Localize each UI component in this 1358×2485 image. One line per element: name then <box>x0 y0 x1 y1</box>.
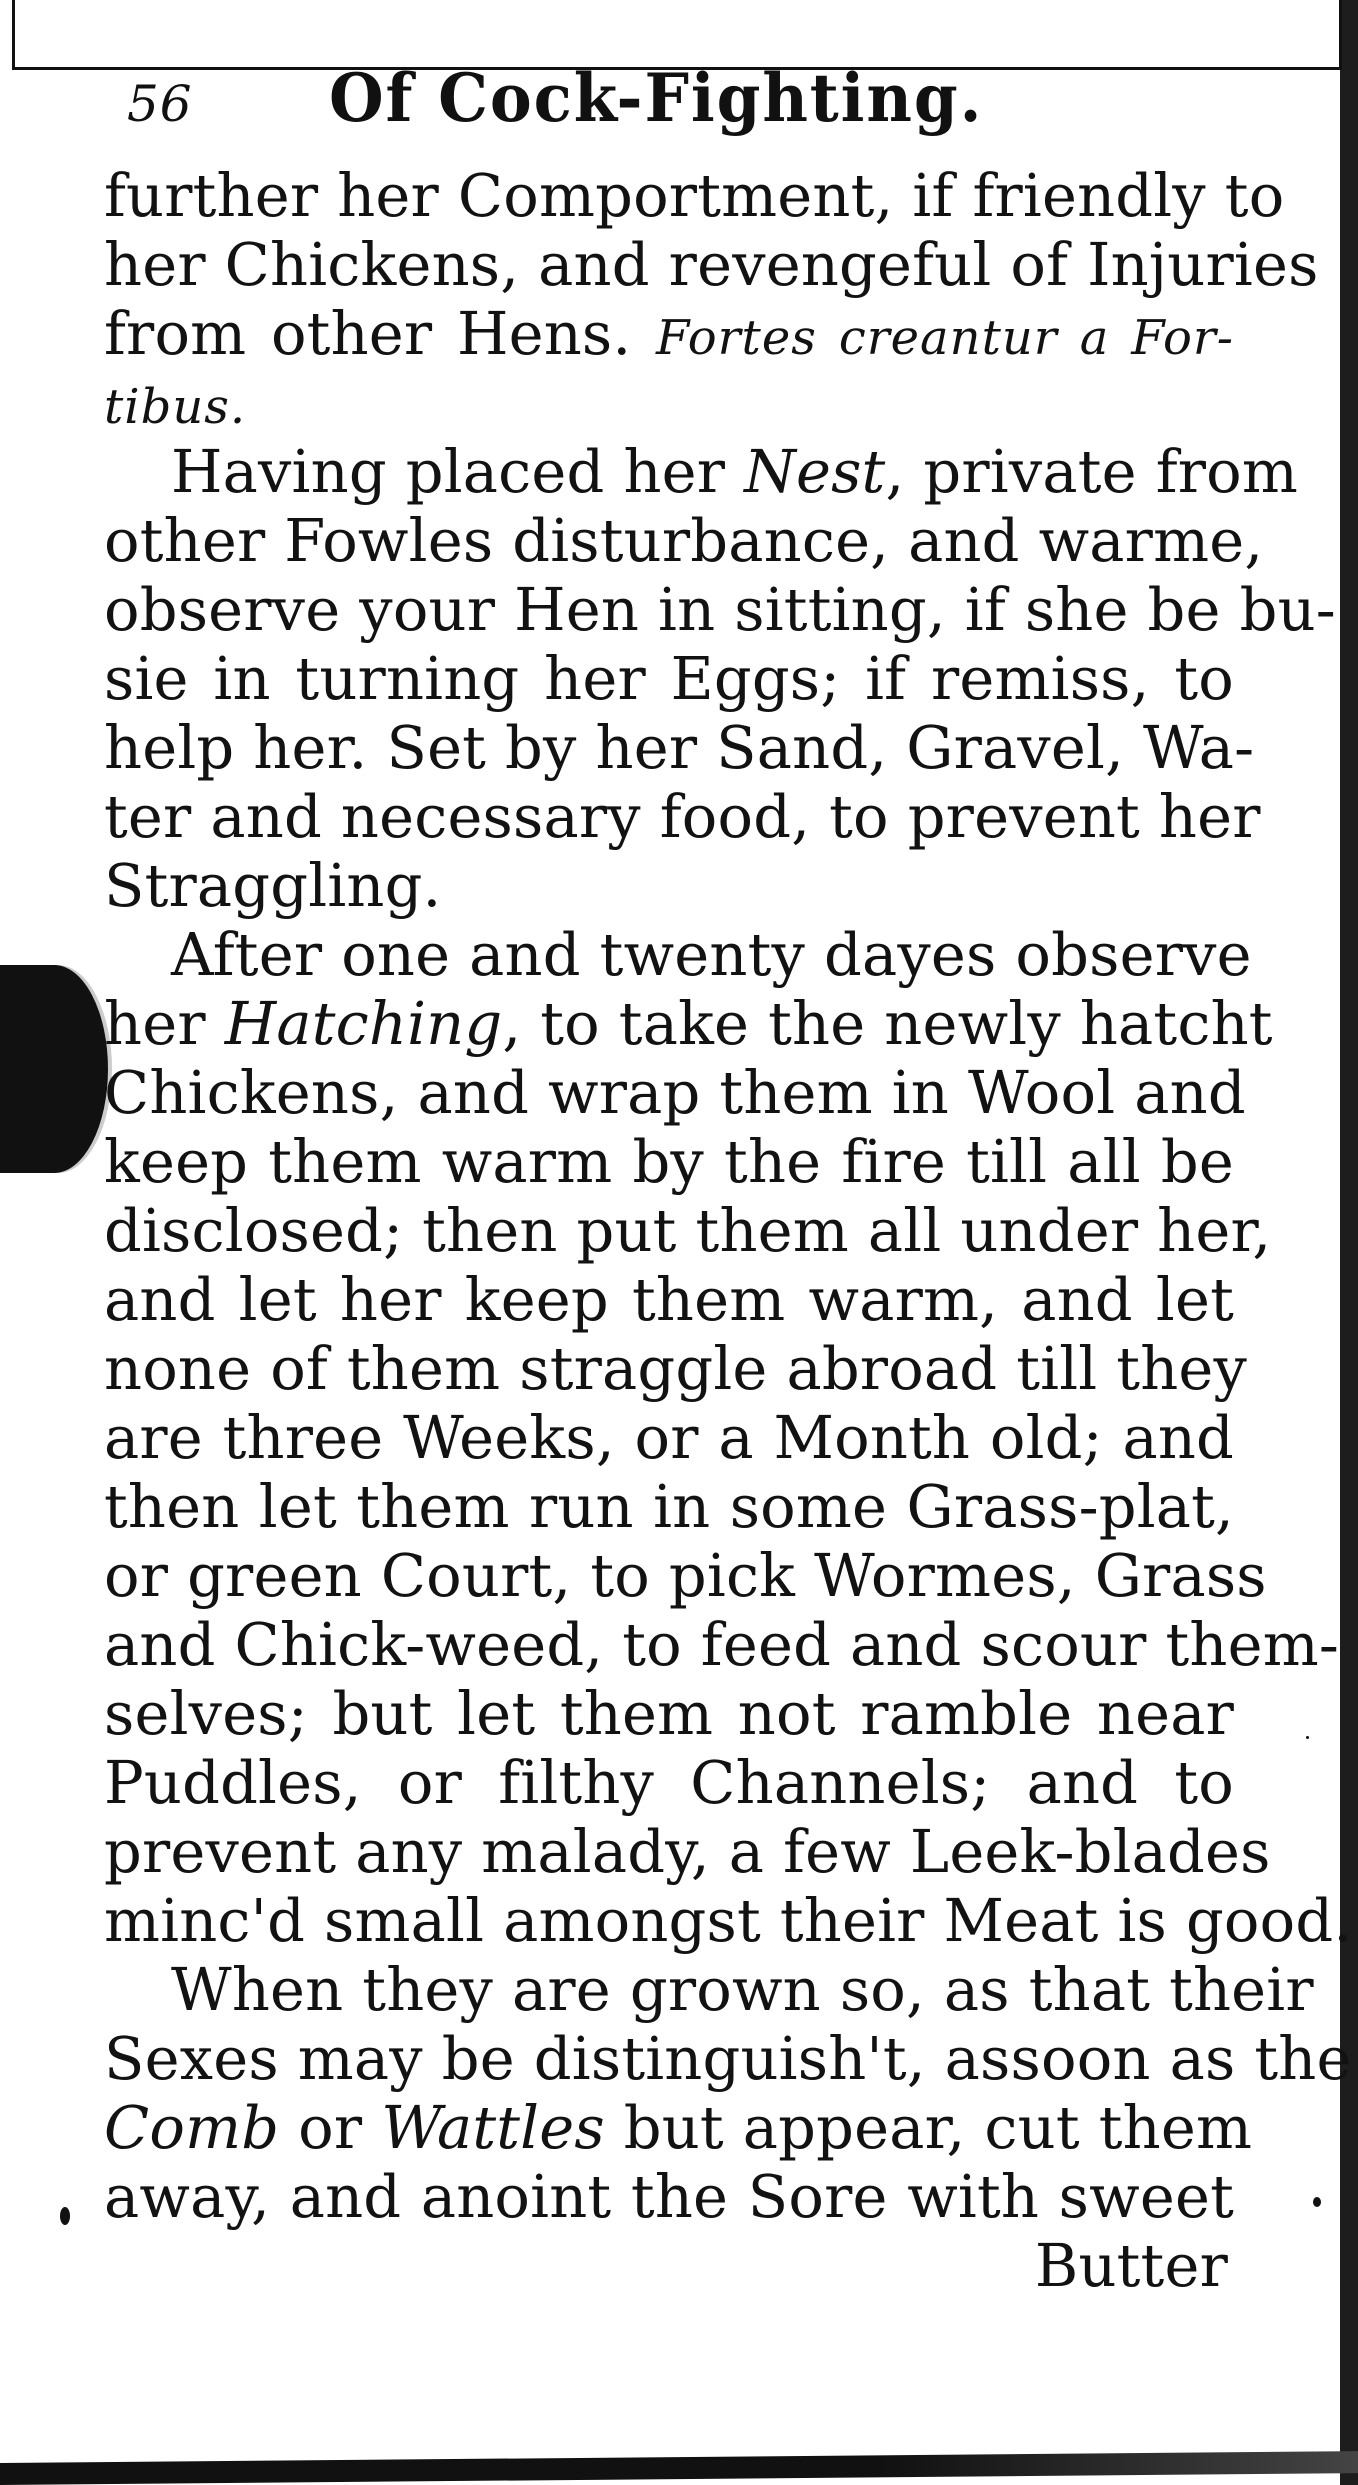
page-header <box>127 59 1234 137</box>
text-line <box>104 1058 1246 1128</box>
text-line <box>104 2163 1234 2232</box>
text-segment: sie in turning her Eggs; if remiss, to <box>104 644 1234 713</box>
text-line <box>104 575 1336 645</box>
text-line <box>104 713 1255 783</box>
text-segment: Fortes creantur a For- <box>656 310 1234 366</box>
scan-frame-right <box>1340 0 1358 2485</box>
running-title: Of Cock-Fighting. <box>328 59 983 137</box>
text-line <box>104 230 1319 300</box>
text-line <box>104 1541 1267 1611</box>
book-page <box>104 59 1353 2301</box>
ink-speck <box>1313 2197 1321 2207</box>
text-segment: and Chick-weed, to feed and scour them- <box>104 1610 1339 1679</box>
scan-frame-bottom <box>0 2451 1358 2485</box>
text-segment: her Chickens, and revengeful of Injuries <box>104 230 1319 299</box>
text-segment: Comb <box>104 2093 280 2162</box>
text-segment: Hatching <box>224 989 503 1058</box>
text-line <box>104 1334 1248 1404</box>
text-line <box>104 1749 1234 1818</box>
text-line <box>104 1128 1234 1197</box>
text-segment: her <box>104 989 225 1058</box>
text-line <box>104 1266 1234 1335</box>
text-segment: Wattles <box>381 2093 605 2162</box>
page-number: 56 <box>127 75 193 133</box>
text-segment: ter and necessary food, to prevent her <box>104 782 1261 851</box>
text-segment: minc'd small amongst their Meat is good. <box>104 1886 1353 1955</box>
text-line <box>104 161 1285 231</box>
text-segment: are three Weeks, or a Month old; and <box>104 1403 1234 1472</box>
ink-speck <box>1306 1736 1309 1739</box>
text-line <box>104 1473 1234 1542</box>
text-line <box>104 437 1299 507</box>
text-segment: selves; but let them not ramble near <box>104 1679 1234 1748</box>
text-segment: Straggling. <box>104 851 442 920</box>
text-line <box>104 1886 1353 1956</box>
text-segment: disclosed; then put them all under her, <box>104 1196 1272 1265</box>
text-segment: or <box>279 2093 382 2162</box>
text-segment: Having placed her <box>171 437 745 506</box>
text-segment: , private from <box>885 437 1299 506</box>
text-segment: and let her keep them warm, and let <box>104 1265 1234 1334</box>
text-line <box>104 782 1261 852</box>
text-segment: then let them run in some Grass-plat, <box>104 1472 1234 1541</box>
text-line <box>104 645 1234 714</box>
text-line <box>104 2024 1352 2094</box>
text-line <box>104 300 1234 369</box>
text-line <box>104 1680 1234 1749</box>
text-line <box>104 369 1234 438</box>
text-segment: but appear, cut them <box>604 2093 1253 2162</box>
text-segment: After one and twenty dayes observe <box>171 920 1252 989</box>
text-segment: none of them straggle abroad till they <box>104 1334 1248 1403</box>
text-segment: or green Court, to pick Wormes, Grass <box>104 1541 1267 1610</box>
text-line <box>104 1817 1271 1887</box>
page-text <box>104 161 1353 2301</box>
text-line <box>104 989 1273 1059</box>
text-segment: keep them warm by the fire till all be <box>104 1127 1234 1196</box>
text-line <box>104 1955 1314 2025</box>
text-segment: Butter <box>1034 2231 1228 2300</box>
text-segment: Nest <box>744 437 886 506</box>
text-segment: prevent any malady, a few Leek-blades <box>104 1817 1271 1886</box>
text-segment: Chickens, and wrap them in Wool and <box>104 1058 1246 1127</box>
text-segment: When they are grown so, as that their <box>171 1955 1314 2024</box>
page-hole-shadow <box>0 965 108 1173</box>
text-line <box>104 1610 1339 1680</box>
text-line <box>104 920 1252 990</box>
text-line <box>104 506 1264 576</box>
text-segment: other Fowles disturbance, and warme, <box>104 506 1264 575</box>
text-line <box>104 1196 1272 1266</box>
text-segment: further her Comportment, if friendly to <box>104 161 1285 230</box>
text-line <box>104 1404 1234 1473</box>
text-segment: , to take the newly hatcht <box>502 989 1273 1058</box>
text-segment: Puddles, or filthy Channels; and to <box>104 1748 1234 1817</box>
text-line <box>104 2232 1234 2301</box>
text-segment: Sexes may be distinguish't, assoon as the <box>104 2024 1352 2093</box>
text-segment: tibus. <box>104 379 247 435</box>
text-segment: observe your Hen in sitting, if she be bu- <box>104 575 1336 644</box>
ink-speck <box>60 2207 70 2225</box>
text-segment: away, and anoint the Sore with sweet <box>104 2162 1234 2231</box>
text-segment: help her. Set by her Sand, Gravel, Wa- <box>104 713 1255 782</box>
text-line <box>104 2093 1253 2163</box>
text-line <box>104 852 1234 921</box>
text-segment: from other Hens. <box>104 299 657 368</box>
